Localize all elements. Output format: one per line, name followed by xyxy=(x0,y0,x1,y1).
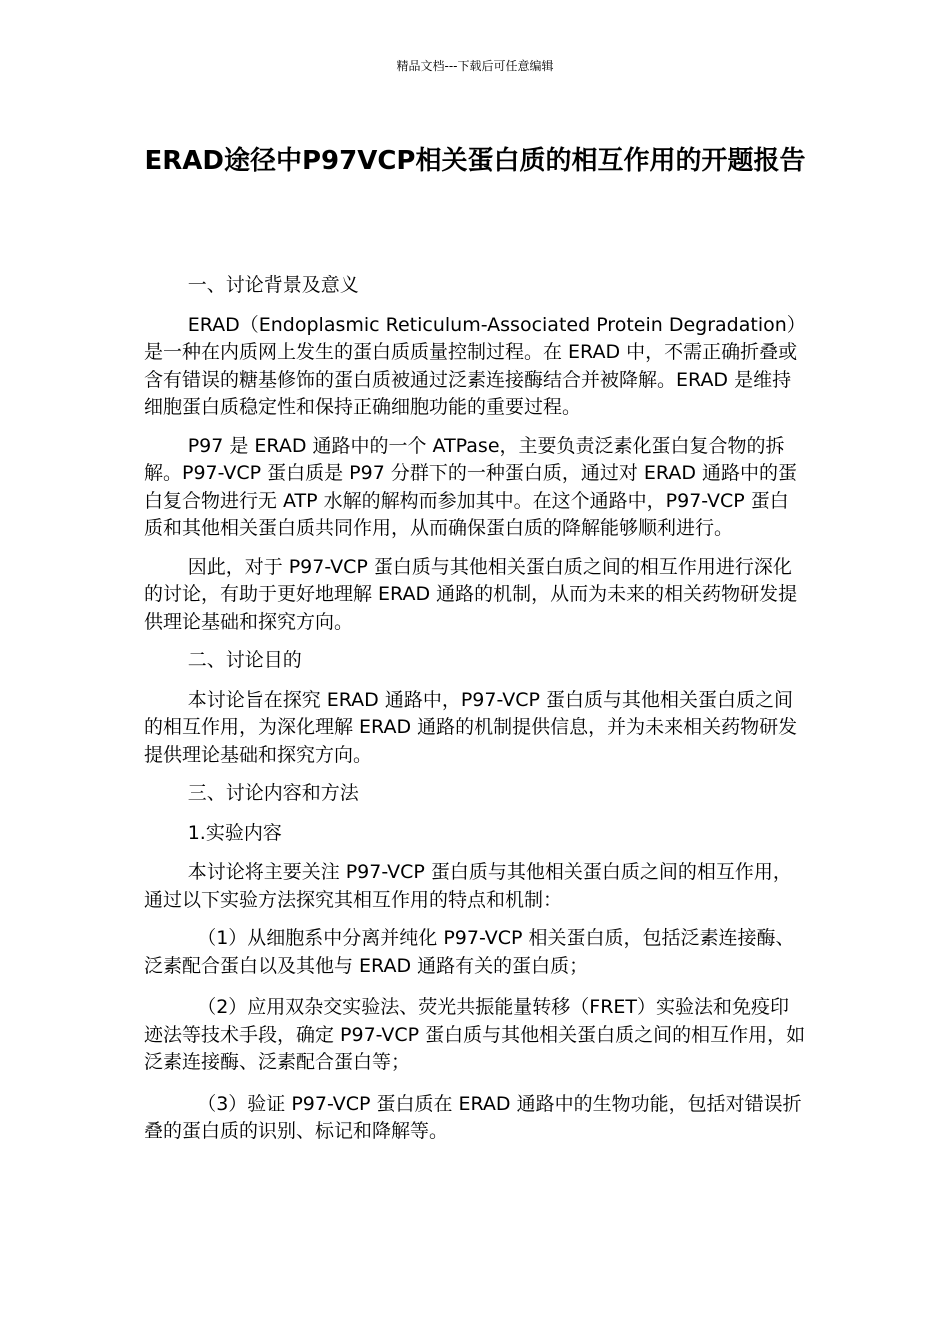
paragraph-erad-definition: ERAD（Endoplasmic Reticulum-Associated Protein Degradation）是一种在内质网上发生的蛋白质质量控制过程。在 ERAD 中，不需正确折叠或含有错误的糖基修饰的蛋白质被通过泛素连接酶结合并被降解。ERAD 是维持细胞蛋白质稳定性和保持正确细胞功能的重要过程。 xyxy=(144,313,806,418)
paragraph-p97-role: P97 是 ERAD 通路中的一个 ATPase，主要负责泛素化蛋白复合物的拆解。P97-VCP 蛋白质是 P97 分群下的一种蛋白质，通过对 ERAD 通路中的蛋白复合物进行无 ATP 水解的解构而参加其中。在这个通路中，P97-VCP 蛋白质和其他相关蛋白质共同作用，从而确保蛋白质的降解能够顺利进行。 xyxy=(144,434,797,539)
subsection-heading-experiment: 1.实验内容 xyxy=(187,821,282,844)
document-title: ERAD途径中P97VCP相关蛋白质的相互作用的开题报告 xyxy=(144,146,806,176)
list-item: （1）从细胞系中分离并纯化 P97-VCP 相关蛋白质，包括泛素连接酶、泛素配合蛋白以及其他与 ERAD 通路有关的蛋白质； xyxy=(144,927,795,977)
paragraph-purpose: 本讨论旨在探究 ERAD 通路中，P97-VCP 蛋白质与其他相关蛋白质之间的相互作用，为深化理解 ERAD 通路的机制提供信息，并为未来相关药物研发提供理论基础和探究方向。 xyxy=(144,688,798,766)
section-heading-purpose: 二、讨论目的 xyxy=(187,649,302,671)
section-heading-methods: 三、讨论内容和方法 xyxy=(187,782,359,804)
section-heading-background: 一、讨论背景及意义 xyxy=(187,274,359,296)
list-item: （2）应用双杂交实验法、荧光共振能量转移（FRET）实验法和免疫印迹法等技术手段，确定 P97-VCP 蛋白质与其他相关蛋白质之间的相互作用，如泛素连接酶、泛素配合蛋白等； xyxy=(144,996,806,1073)
header-note: 精品文档---下载后可任意编辑 xyxy=(396,59,554,73)
paragraph-significance: 因此，对于 P97-VCP 蛋白质与其他相关蛋白质之间的相互作用进行深化的讨论，有助于更好地理解 ERAD 通路的机制，从而为未来的相关药物研发提供理论基础和探究方向。 xyxy=(144,555,798,633)
list-item: （3）验证 P97-VCP 蛋白质在 ERAD 通路中的生物功能，包括对错误折叠的蛋白质的识别、标记和降解等。 xyxy=(144,1092,802,1142)
document-body xyxy=(144,272,806,1160)
paragraph-experiment-intro: 本讨论将主要关注 P97-VCP 蛋白质与其他相关蛋白质之间的相互作用，通过以下实验方法探究其相互作用的特点和机制： xyxy=(144,861,792,911)
